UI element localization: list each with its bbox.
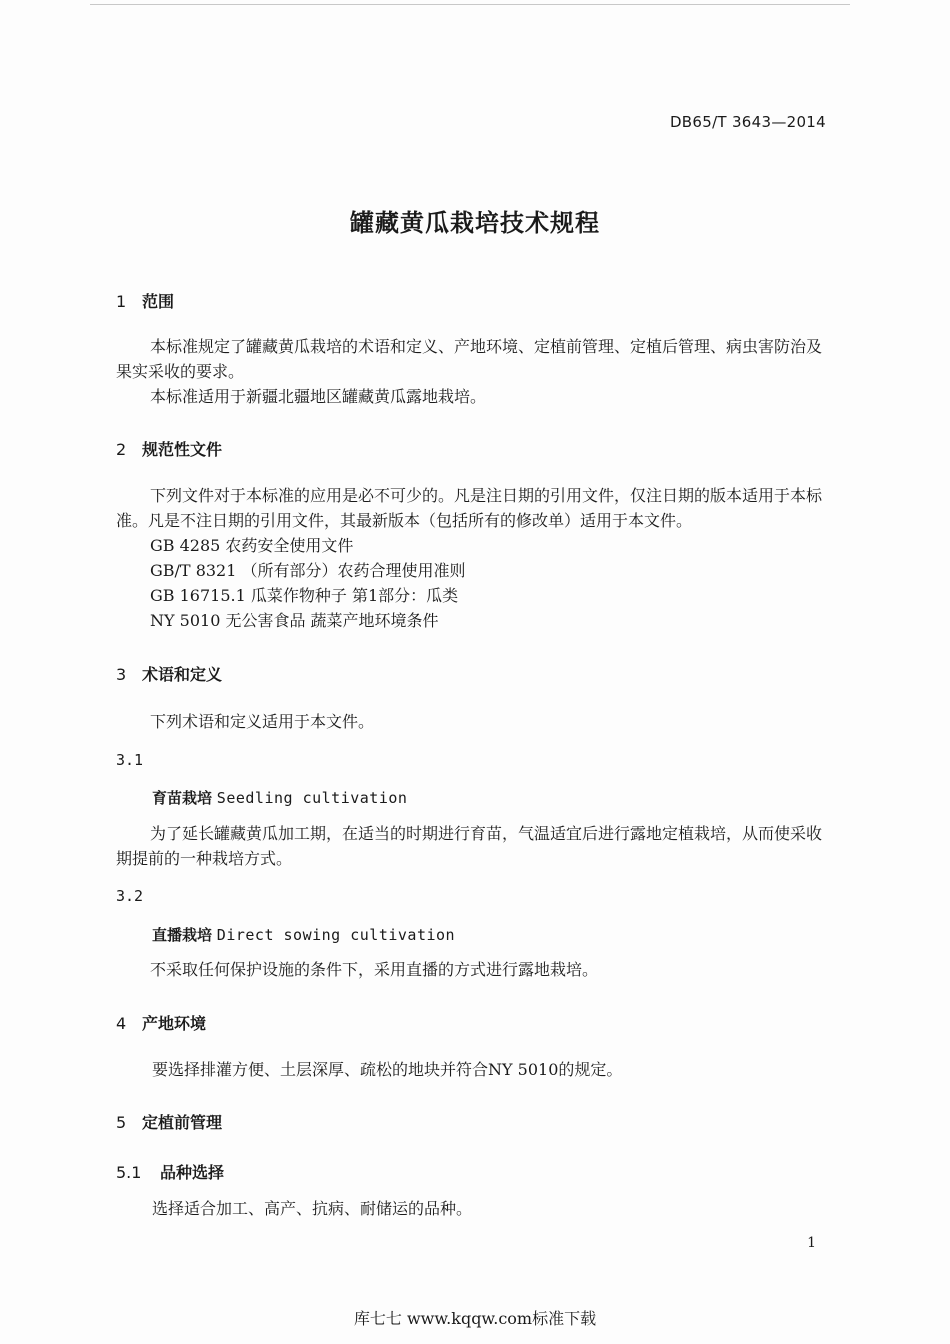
- section-title: 规范性文件: [142, 440, 223, 459]
- section-3-para-1: 下列术语和定义适用于本文件。: [150, 712, 375, 731]
- section-title: 产地环境: [142, 1014, 207, 1033]
- section-title: 定植前管理: [142, 1113, 223, 1132]
- document-title: 罐藏黄瓜栽培技术规程: [350, 209, 600, 237]
- section-number: 5: [116, 1113, 127, 1132]
- document-code: DB65/T 3643—2014: [669, 113, 826, 131]
- section-1-para-1-line-2: 果实采收的要求。: [116, 362, 245, 381]
- term-chinese: 直播栽培: [152, 926, 213, 944]
- section-3-heading: [116, 662, 222, 685]
- footer-watermark: 库七七 www.kqqw.com标准下载: [353, 1309, 597, 1328]
- term-3-2-number: 3.2: [116, 887, 144, 905]
- term-chinese: 育苗栽培: [152, 789, 213, 807]
- section-4-para-1: 要选择排灌方便、土层深厚、疏松的地块并符合NY 5010的规定。: [152, 1060, 623, 1079]
- reference-item: GB 16715.1 瓜菜作物种子 第1部分：瓜类: [150, 586, 459, 605]
- section-1-para-1-line-1: 本标准规定了罐藏黄瓜栽培的术语和定义、产地环境、定植前管理、定植后管理、病虫害防治及: [150, 337, 823, 356]
- page-number: 1: [807, 1235, 816, 1251]
- subsection-number: 5.1: [116, 1163, 142, 1182]
- section-2-para-1-line-2: 准。凡是不注日期的引用文件，其最新版本（包括所有的修改单）适用于本文件。: [116, 511, 693, 530]
- subsection-title: 品种选择: [160, 1163, 225, 1182]
- term-3-1-number: 3.1: [116, 751, 144, 769]
- term-3-1-definition-line-2: 期提前的一种栽培方式。: [116, 849, 293, 868]
- section-number: 2: [116, 440, 127, 459]
- term-3-1-definition-line-1: 为了延长罐藏黄瓜加工期，在适当的时期进行育苗，气温适宜后进行露地定植栽培，从而使采收: [150, 824, 823, 843]
- term-english: Direct sowing cultivation: [216, 926, 456, 944]
- section-4-heading: [116, 1011, 206, 1034]
- term-3-1-heading: [152, 787, 407, 808]
- term-3-2-definition: 不采取任何保护设施的条件下，采用直播的方式进行露地栽培。: [150, 960, 599, 979]
- section-number: 4: [116, 1014, 127, 1033]
- section-1-heading: [116, 289, 174, 312]
- section-title: 术语和定义: [142, 665, 223, 684]
- reference-item: GB/T 8321 （所有部分）农药合理使用准则: [150, 561, 466, 580]
- reference-item: NY 5010 无公害食品 蔬菜产地环境条件: [150, 611, 439, 630]
- term-3-2-heading: [152, 924, 455, 945]
- section-2-para-1-line-1: 下列文件对于本标准的应用是必不可少的。凡是注日期的引用文件，仅注日期的版本适用于本标: [150, 486, 823, 505]
- reference-item: GB 4285 农药安全使用文件: [150, 536, 354, 555]
- section-5-1-para-1: 选择适合加工、高产、抗病、耐储运的品种。: [152, 1199, 473, 1218]
- scan-edge-mark: [90, 4, 850, 5]
- section-1-para-2: 本标准适用于新疆北疆地区罐藏黄瓜露地栽培。: [150, 387, 487, 406]
- section-5-heading: [116, 1110, 222, 1133]
- section-number: 3: [116, 665, 127, 684]
- term-english: Seedling cultivation: [216, 789, 408, 807]
- section-2-heading: [116, 437, 222, 460]
- section-number: 1: [116, 292, 127, 311]
- section-title: 范围: [142, 292, 175, 311]
- section-5-1-heading: [116, 1160, 224, 1183]
